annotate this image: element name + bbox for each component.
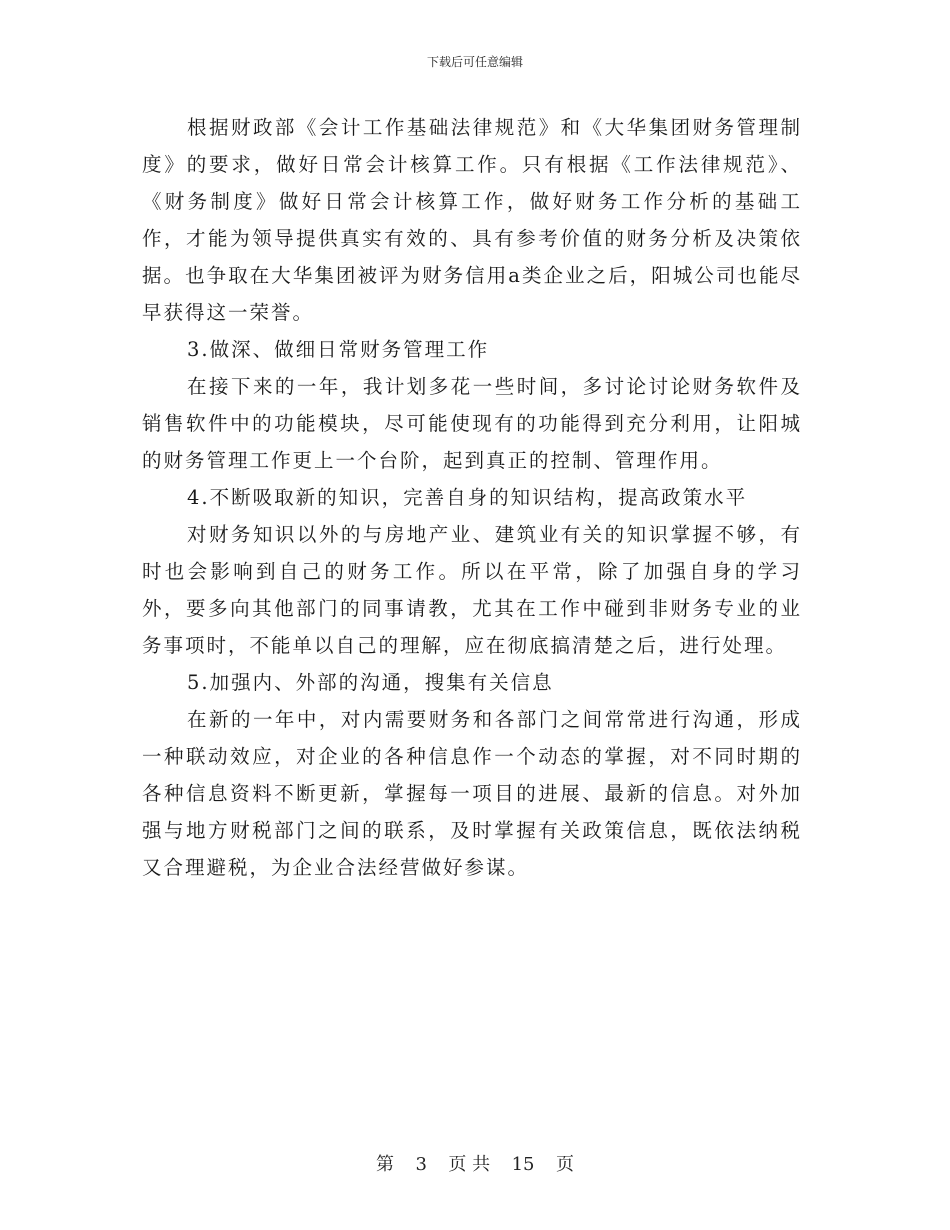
footer-total-pages: 15 [511,1154,535,1175]
header-note: 下载后可任意编辑 [426,55,523,69]
page-header [0,54,950,70]
paragraph-knowledge: 对财务知识以外的与房地产业、建筑业有关的知识掌握不够，有时也会影响到自己的财务工作。所以在平常，除了加强自身的学习外，要多向其他部门的同事请教，尤其在工作中碰到非财务专业的业务事项时，不能单以自己的理解，应在彻底搞清楚之后，进行处理。 [142,523,802,657]
section-heading-5: 5.加强内、外部的沟通，搜集有关信息 [187,671,554,694]
paragraph-communication: 在新的一年中，对内需要财务和各部门之间常常进行沟通，形成一种联动效应，对企业的各种信息作一个动态的掌握，对不同时期的各种信息资料不断更新，掌握每一项目的进展、最新的信息。对外加强与地方财税部门之间的联系，及时掌握有关政策信息，既依法纳税又合理避税，为企业合法经营做好参谋。 [142,708,802,879]
footer-middle: 页 共 [448,1154,491,1175]
paragraph-accounting-basis: 根据财政部《会计工作基础法律规范》和《大华集团财务管理制度》的要求，做好日常会计核算工作。只有根据《工作法律规范》、《财务制度》做好日常会计核算工作，做好财务工作分析的基础工作，才能为领导提供真实有效的、具有参考价值的财务分析及决策依据。也争取在大华集团被评为财务信用a类企业之后，阳城公司也能尽早获得这一荣誉。 [142,116,802,324]
section-heading-4: 4.不断吸取新的知识，完善自身的知识结构，提高政策水平 [187,486,748,509]
paragraph-software-plan: 在接下来的一年，我计划多花一些时间，多讨论讨论财务软件及销售软件中的功能模块，尽可能使现有的功能得到充分利用，让阳城的财务管理工作更上一个台阶，起到真正的控制、管理作用。 [142,375,802,472]
footer-suffix: 页 [555,1154,574,1175]
document-body [142,109,802,886]
page-footer [0,1154,950,1176]
footer-prefix: 第 [376,1154,395,1175]
section-heading-3: 3.做深、做细日常财务管理工作 [187,338,490,361]
footer-current-page: 3 [415,1154,427,1175]
